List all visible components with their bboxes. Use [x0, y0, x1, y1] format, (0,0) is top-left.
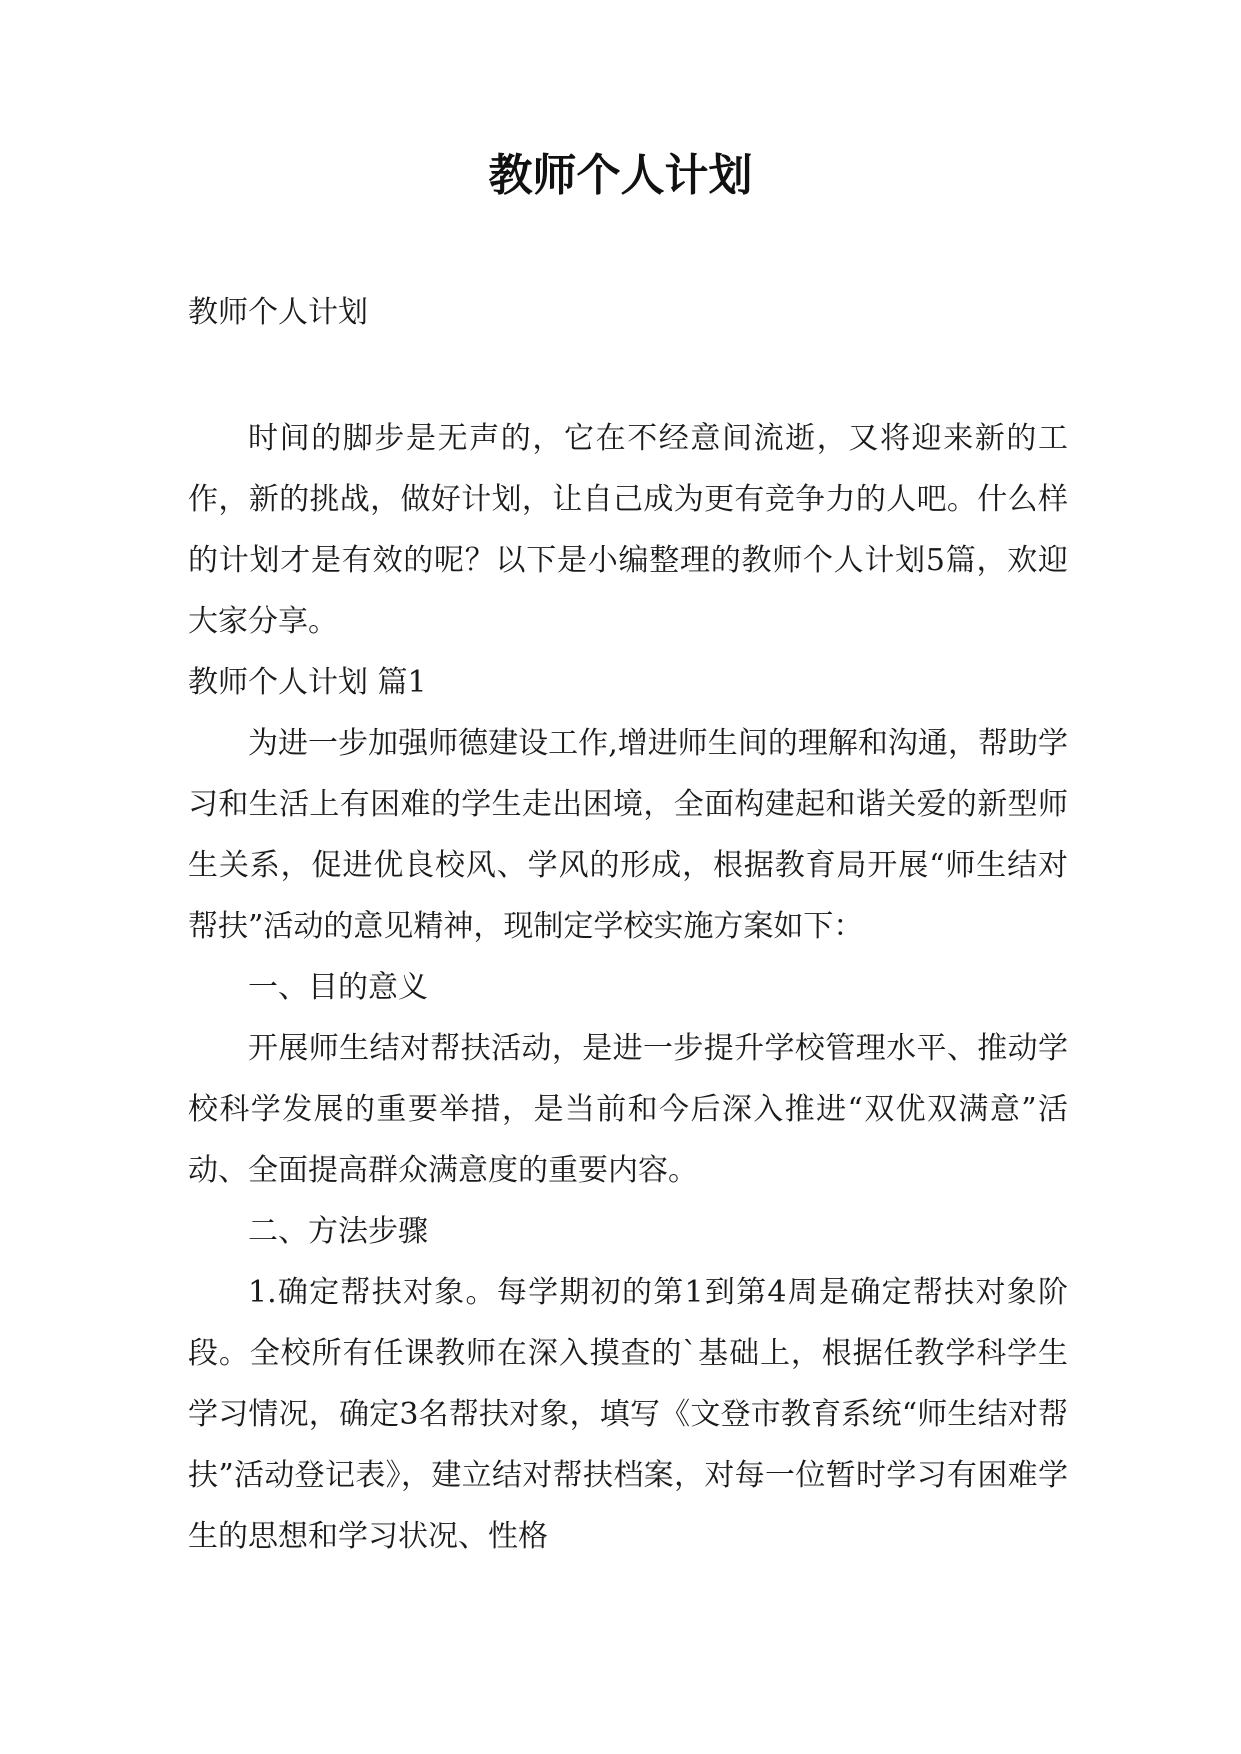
page-title: 教师个人计划: [488, 150, 753, 201]
paragraph-objective: 开展师生结对帮扶活动，是进一步提升学校管理水平、推动学校科学发展的重要举措，是当前和今后深入推进“双优双满意”活动、全面提高群众满意度的重要内容。: [188, 1031, 1068, 1188]
paragraph-method-step-1: 1.确定帮扶对象。每学期初的第1到第4周是确定帮扶对象阶段。全校所有任课教师在深入摸查的`基础上，根据任教学科学生学习情况，确定3名帮扶对象，填写《文登市教育系统“师生结对帮扶”活动登记表》，建立结对帮扶档案，对每一位暂时学习有困难学生的思想和学习状况、性格: [188, 1275, 1068, 1554]
heading-objective: 一、目的意义: [248, 970, 428, 1005]
document-body: [188, 408, 1068, 1567]
section-heading-part-1: 教师个人计划 篇1: [188, 665, 427, 700]
document-subtitle: 教师个人计划: [188, 295, 368, 330]
paragraph-intro: 时间的脚步是无声的，它在不经意间流逝，又将迎来新的工作，新的挑战，做好计划，让自己成为更有竞争力的人吧。什么样的计划才是有效的呢？以下是小编整理的教师个人计划5篇，欢迎大家分享。: [188, 421, 1068, 639]
paragraph-purpose: 为进一步加强师德建设工作,增进师生间的理解和沟通，帮助学习和生活上有困难的学生走出困境，全面构建起和谐关爱的新型师生关系，促进优良校风、学风的形成，根据教育局开展“师生结对帮扶”活动的意见精神，现制定学校实施方案如下：: [188, 726, 1068, 944]
heading-method: 二、方法步骤: [248, 1214, 428, 1249]
